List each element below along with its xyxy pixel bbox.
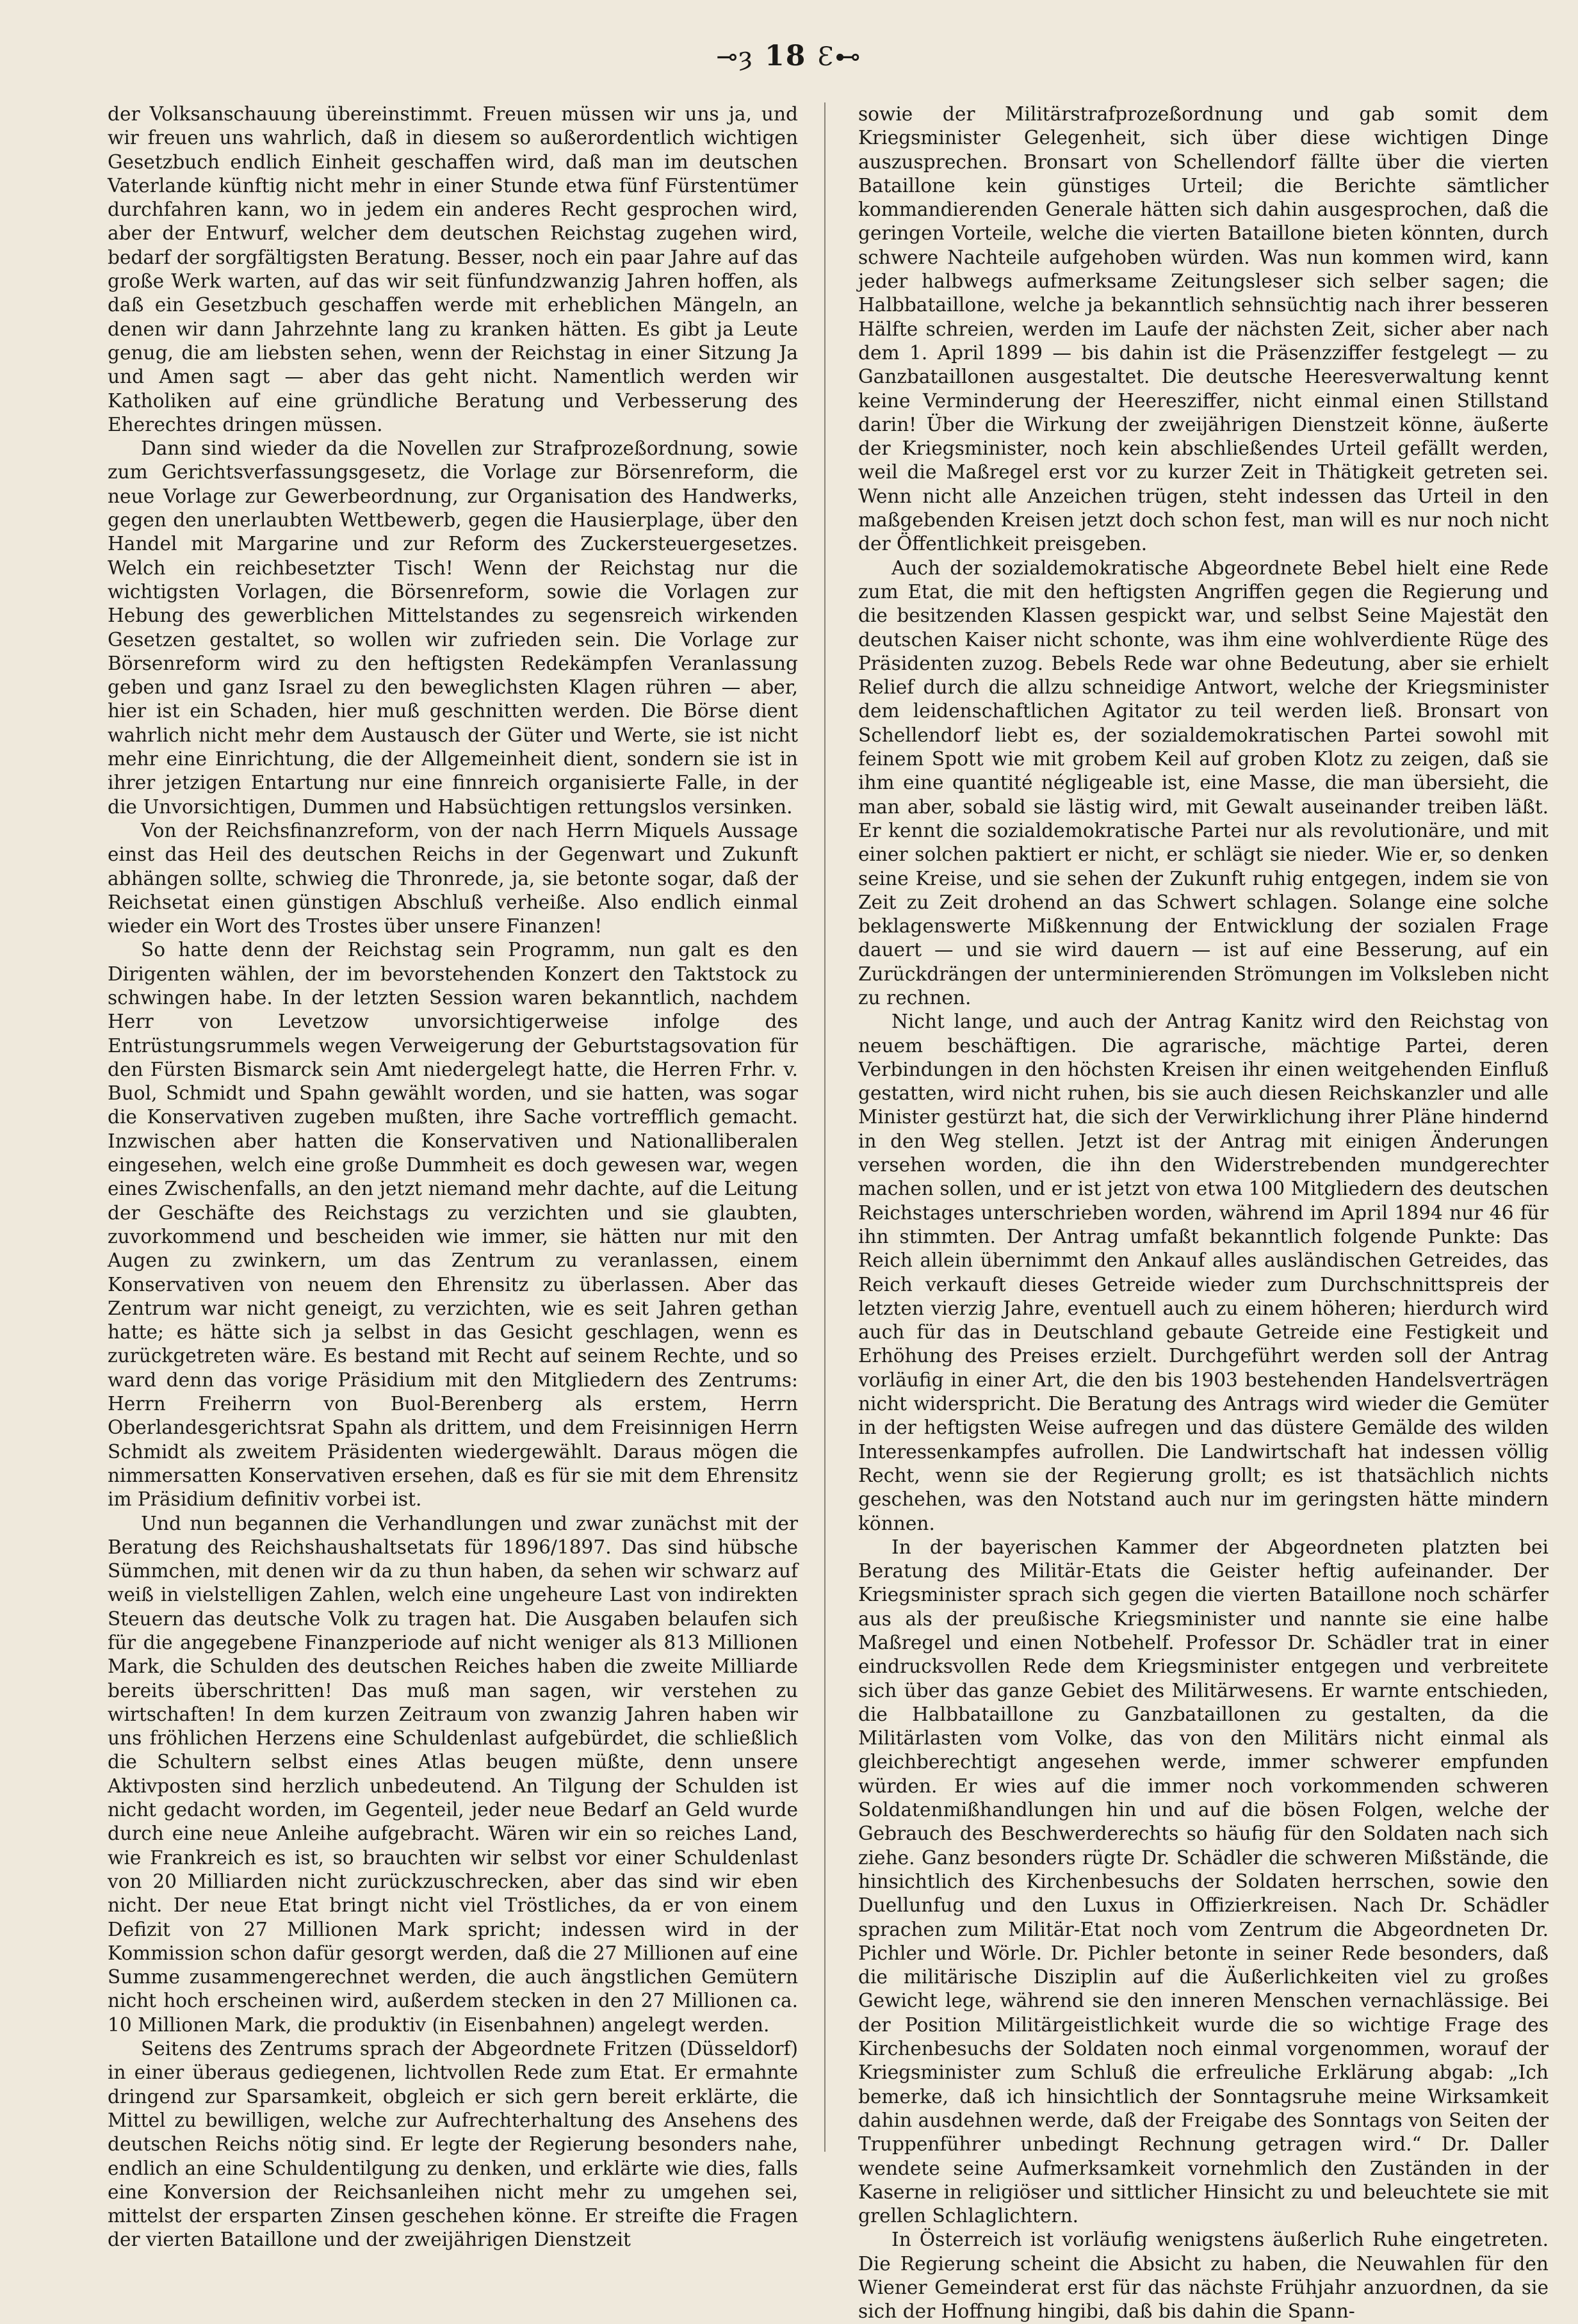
paragraph: In Österreich ist vorläufig wenigstens äußerlich Ruhe eingetreten. Die Regierung scheint die Absicht zu haben, die Neuwahlen für den Wiener Gemeinderat erst für das nächste Frühjahr anzuordnen, da sie sich der Hoffnung hingibi, daß bis dahin die Spann-	[858, 2229, 1549, 2323]
ornament-right-icon: Ɛ⊷	[817, 42, 862, 72]
page-header	[0, 40, 1578, 72]
column-divider	[824, 102, 826, 2152]
right-column	[858, 102, 1549, 2324]
paragraph: Nicht lange, und auch der Antrag Kanitz wird den Reichstag von neuem beschäftigen. Die agrarische, mächtige Partei, deren Verbindungen in den höchsten Kreisen ihr einen weitgehenden Einfluß gestatten, wird nicht ruhen, bis sie auch diesen Reichskanzler und alle Minister gestürzt hat, die sich der Verwirklichung ihrer Pläne hindernd in den Weg stellen. Jetzt ist der Antrag mit einigen Änderungen versehen worden, die ihn den Widerstrebenden mundgerechter machen sollen, und er ist jetzt von etwa 100 Mitgliedern des deutschen Reichstages unterschrieben worden, während im April 1894 nur 46 für ihn stimmten. Der Antrag umfaßt bekanntlich folgende Punkte: Das Reich allein übernimmt den Ankauf alles ausländischen Getreides, das Reich verkauft dieses Getreide wieder zum Durchschnittspreis der letzten vierzig Jahre, eventuell auch zu einem höheren; hierdurch wird auch für das in Deutschland gebaute Getreide eine Festigkeit und Erhöhung des Preises erzielt. Durchgeführt werden soll der Antrag vorläufig in einer Art, die den bis 1903 bestehenden Handelsverträgen nicht widerspricht. Die Beratung des Antrags wird wieder die Gemüter in der heftigsten Weise aufregen und das düstere Gemälde des wilden Interessenkampfes aufrollen. Die Landwirtschaft hat indessen völlig Recht, wenn sie der Regierung grollt; es ist thatsächlich nichts geschehen, was den Notstand auch nur im geringsten hätte mindern können.	[858, 1011, 1549, 1534]
left-column	[108, 102, 798, 2252]
page-number: 18	[765, 40, 807, 72]
paragraph: In der bayerischen Kammer der Abgeordneten platzten bei Beratung des Militär-Etats die Geister heftig aufeinander. Der Kriegsminister sprach sich gegen die vierten Bataillone noch schärfer aus als der preußische Kriegsminister und nannte sie eine halbe Maßregel und einen Notbehelf. Professor Dr. Schädler trat in einer eindrucksvollen Rede dem Kriegsminister entgegen und verbreitete sich über das ganze Gebiet des Militärwesens. Er warnte entschieden, die Halbbataillone zu Ganzbataillonen zu gestalten, da die Militärlasten vom Volke, das von den Militärs nicht einmal als gleichberechtigt angesehen werde, immer schwerer empfunden würden. Er wies auf die immer noch vorkommenden schweren Soldatenmißhandlungen hin und auf die bösen Folgen, welche der Gebrauch des Beschwerderechts so häufig für den Soldaten nach sich ziehe. Ganz besonders rügte Dr. Schädler die schweren Mißstände, die hinsichtlich des Kirchenbesuchs der Soldaten herrschen, sowie den Duellunfug und den Luxus in Offizierkreisen. Nach Dr. Schädler sprachen zum Militär-Etat noch vom Zentrum die Abgeordneten Dr. Pichler und Wörle. Dr. Pichler betonte in seiner Rede besonders, daß die militärische Disziplin auf die Äußerlichkeiten viel zu großes Gewicht lege, während sie den inneren Menschen vernachlässige. Bei der Position Militärgeistlichkeit wurde die so wichtige Frage des Kirchenbesuchs der Soldaten noch einmal vorgenommen, worauf der Kriegsminister zum Schluß die erfreuliche Erklärung abgab: „Ich bemerke, daß ich hinsichtlich der Sonntagsruhe meine Wirksamkeit dahin ausdehnen werde, daß der Freigabe des Sonntags von Seiten der Truppenführer unbedingt Rechnung getragen wird.“ Dr. Daller wendete seine Aufmerksamkeit vornehmlich den Zuständen in der Kaserne in religiöser und sittlicher Hinsicht zu und beleuchtete sie mit grellen Schlaglichtern.	[858, 1536, 1549, 2227]
paragraph: Seitens des Zentrums sprach der Abgeordnete Fritzen (Düsseldorf) in einer überaus gediegenen, lichtvollen Rede zum Etat. Er ermahnte dringend zur Sparsamkeit, obgleich er sich gern bereit erklärte, die Mittel zu bewilligen, welche zur Aufrechterhaltung des Ansehens des deutschen Reichs nötig sind. Er legte der Regierung besonders nahe, endlich an eine Schuldentilgung zu denken, und erklärte wie dies, falls eine Konversion der Reichsanleihen nicht mehr zu umgehen sei, mittelst der ersparten Zinsen geschehen könne. Er streifte die Fragen der vierten Bataillone und der zweijährigen Dienstzeit	[108, 2038, 798, 2251]
paragraph: sowie der Militärstrafprozeßordnung und gab somit dem Kriegsminister Gelegenheit, sich über diese wichtigen Dinge auszusprechen. Bronsart von Schellendorf fällte über die vierten Bataillone kein günstiges Urteil; die Berichte sämtlicher kommandierenden Generale hätten sich dahin ausgesprochen, daß die geringen Vorteile, welche die vierten Bataillone bieten könnten, durch schwere Nachteile aufgehoben würden. Was nun kommen wird, kann jeder halbwegs aufmerksame Zeitungsleser sich selber sagen; die Halbbataillone, welche ja bekanntlich sehnsüchtig nach ihrer besseren Hälfte schreien, werden im Laufe der nächsten Zeit, sicher aber nach dem 1. April 1899 — bis dahin ist die Präsenzziffer festgelegt — zu Ganzbataillonen ausgestaltet. Die deutsche Heeresverwaltung kennt keine Verminderung der Heeresziffer, nicht einmal einen Stillstand darin! Über die Wirkung der zweijährigen Dienstzeit könne, äußerte der Kriegsminister, noch kein abschließendes Urteil gefällt werden, weil die Maßregel erst vor zu kurzer Zeit in Thätigkeit getreten sei. Wenn nicht alle Anzeichen trügen, steht indessen das Urteil in den maßgebenden Kreisen jetzt doch schon fest, man will es nur noch nicht der Öffentlichkeit preisgeben.	[858, 103, 1549, 555]
paragraph: der Volksanschauung übereinstimmt. Freuen müssen wir uns ja, und wir freuen uns wahrlich, daß in diesem so außerordentlich wichtigen Gesetzbuch endlich Einheit geschaffen wird, daß man im deutschen Vaterlande künftig nicht mehr in einer Stunde etwa fünf Fürstentümer durchfahren kann, wo in jedem ein anderes Recht gesprochen wird, aber der Entwurf, welcher dem deutschen Reichstag zugehen wird, bedarf der sorgfältigsten Beratung. Besser, noch ein paar Jahre auf das große Werk warten, auf das wir seit fünfundzwanzig Jahren hoffen, als daß ein Gesetzbuch geschaffen werde mit erheblichen Mängeln, an denen wir dann Jahrzehnte lang zu kranken hätten. Es gibt ja Leute genug, die am liebsten sehen, wenn der Reichstag in einer Sitzung Ja und Amen sagt — aber das geht nicht. Namentlich werden wir Katholiken auf eine gründliche Beratung und Verbesserung des Eherechtes dringen müssen.	[108, 103, 798, 435]
ornament-left-icon: ⊸ȝ	[716, 42, 754, 72]
paragraph: Von der Reichsfinanzreform, von der nach Herrn Miquels Aussage einst das Heil des deutschen Reichs in der Gegenwart und Zukunft abhängen sollte, schwieg die Thronrede, ja, sie betonte sogar, daß der Reichsetat einen günstigen Abschluß verheiße. Also endlich einmal wieder ein Wort des Trostes über unsere Finanzen!	[108, 819, 798, 938]
paragraph: Und nun begannen die Verhandlungen und zwar zunächst mit der Beratung des Reichshaushaltsetats für 1896/1897. Das sind hübsche Sümmchen, mit denen wir da zu thun haben, da sehen wir schwarz auf weiß in vielstelligen Zahlen, welch eine ungeheure Last von indirekten Steuern das deutsche Volk zu tragen hat. Die Ausgaben belaufen sich für die angegebene Finanzperiode auf nicht weniger als 813 Millionen Mark, die Schulden des deutschen Reiches haben die zweite Milliarde bereits überschritten! Das muß man sagen, wir verstehen zu wirtschaften! In dem kurzen Zeitraum von zwanzig Jahren haben wir uns fröhlichen Herzens eine Schuldenlast aufgebürdet, die schließlich die Schultern selbst eines Atlas beugen müßte, denn unsere Aktivposten sind herzlich unbedeutend. An Tilgung der Schulden ist nicht gedacht worden, im Gegenteil, jeder neue Bedarf an Geld wurde durch eine neue Anleihe aufgebracht. Wären wir ein so reiches Land, wie Frankreich es ist, so brauchten wir selbst vor einer Schuldenlast von 20 Milliarden nicht zurückzuschrecken, aber das sind wir eben nicht. Der neue Etat bringt nicht viel Tröstliches, da er von einem Defizit von 27 Millionen Mark spricht; indessen wird in der Kommission schon dafür gesorgt werden, daß die 27 Millionen auf eine Summe zusammengerechnet werden, die auch ängstlichen Gemütern nicht hoch erscheinen wird, außerdem stecken in den 27 Millionen ca. 10 Millionen Mark, die produktiv (in Eisenbahnen) angelegt werden.	[108, 1512, 798, 2036]
paragraph: Dann sind wieder da die Novellen zur Strafprozeßordnung, sowie zum Gerichtsverfassungsgesetz, die Vorlage zur Börsenreform, die neue Vorlage zur Gewerbeordnung, zur Organisation des Handwerks, gegen den unerlaubten Wettbewerb, gegen die Hausierplage, über den Handel mit Margarine und zur Reform des Zuckersteuergesetzes. Welch ein reichbesetzter Tisch! Wenn der Reichstag nur die wichtigsten Vorlagen, die Börsenreform, sowie die Vorlagen zur Hebung des gewerblichen Mittelstandes zu segensreich wirkenden Gesetzen gestaltet, so wollen wir zufrieden sein. Die Vorlage zur Börsenreform wird zu den heftigsten Redekämpfen Veranlassung geben und ganz Israel zu den beweglichsten Klagen rühren — aber, hier ist ein Schaden, hier muß geschnitten werden. Die Börse dient wahrlich nicht mehr dem Austausch der Güter und Werte, sie ist nicht mehr eine Einrichtung, die der Allgemeinheit dient, sondern sie ist in ihrer jetzigen Entartung nur eine finnreich organisierte Falle, in der die Unvorsichtigen, Dummen und Habsüchtigen rettungslos versinken.	[108, 437, 798, 818]
paragraph: So hatte denn der Reichstag sein Programm, nun galt es den Dirigenten wählen, der im bevorstehenden Konzert den Taktstock zu schwingen habe. In der letzten Session waren bekanntlich, nachdem Herr von Levetzow unvorsichtigerweise infolge des Entrüstungsrummels wegen Verweigerung der Geburtstagsovation für den Fürsten Bismarck sein Amt niedergelegt hatte, die Herren Frhr. v. Buol, Schmidt und Spahn gewählt worden, und sie hatten, was sogar die Konservativen zugeben mußten, ihre Sache vortrefflich gemacht. Inzwischen aber hatten die Konservativen und Nationalliberalen eingesehen, welch eine große Dummheit es doch gewesen war, wegen eines Zwischenfalls, an den jetzt niemand mehr dachte, auf die Leitung der Geschäfte des Reichstags zu verzichten und sie glaubten, zuvorkommend und bescheiden wie immer, sie hätten nur mit den Augen zu zwinkern, um das Zentrum zu veranlassen, einem Konservativen von neuem den Ehrensitz zu überlassen. Aber das Zentrum war nicht geneigt, zu verzichten, wie es seit Jahren gethan hatte; es hätte sich ja selbst in das Gesicht geschlagen, wenn es zurückgetreten wäre. Es bestand mit Recht auf seinem Rechte, und so ward denn das vorige Präsidium mit den Mitgliedern des Zentrums: Herrn Freiherrn von Buol-Berenberg als erstem, Herrn Oberlandesgerichtsrat Spahn als drittem, und dem Freisinnigen Herrn Schmidt als zweitem Präsidenten wiedergewählt. Daraus mögen die nimmersatten Konservativen ersehen, daß es für sie mit dem Ehrensitz im Präsidium definitiv vorbei ist.	[108, 939, 798, 1511]
paragraph: Auch der sozialdemokratische Abgeordnete Bebel hielt eine Rede zum Etat, die mit den heftigsten Angriffen gegen die Regierung und die besitzenden Klassen gespickt war, und selbst Seine Majestät den deutschen Kaiser nicht schonte, was ihm eine wohlverdiente Rüge des Präsidenten zuzog. Bebels Rede war ohne Bedeutung, aber sie erhielt Relief durch die allzu schneidige Antwort, welche der Kriegsminister dem leidenschaftlichen Agitator zu teil werden ließ. Bronsart von Schellendorf liebt es, der sozialdemokratischen Partei sowohl mit feinem Spott wie mit grobem Keil auf groben Klotz zu zeigen, daß sie ihm eine quantité négligeable ist, eine Masse, die man übersieht, die man aber, sobald sie lästig wird, mit Gewalt auseinander treiben läßt. Er kennt die sozialdemokratische Partei nur als revolutionäre, und mit einer solchen paktiert er nicht, er schlägt sie nieder. Wie er, so denken seine Kreise, und sie sehen der Zukunft ruhig entgegen, indem sie von Zeit zu Zeit drohend an das Schwert schlagen. Solange eine solche beklagenswerte Mißkennung der Entwicklung der sozialen Frage dauert — und sie wird dauern — ist auf eine Besserung, auf ein Zurückdrängen der unterminierenden Strömungen im Volksleben nicht zu rechnen.	[858, 557, 1549, 1009]
